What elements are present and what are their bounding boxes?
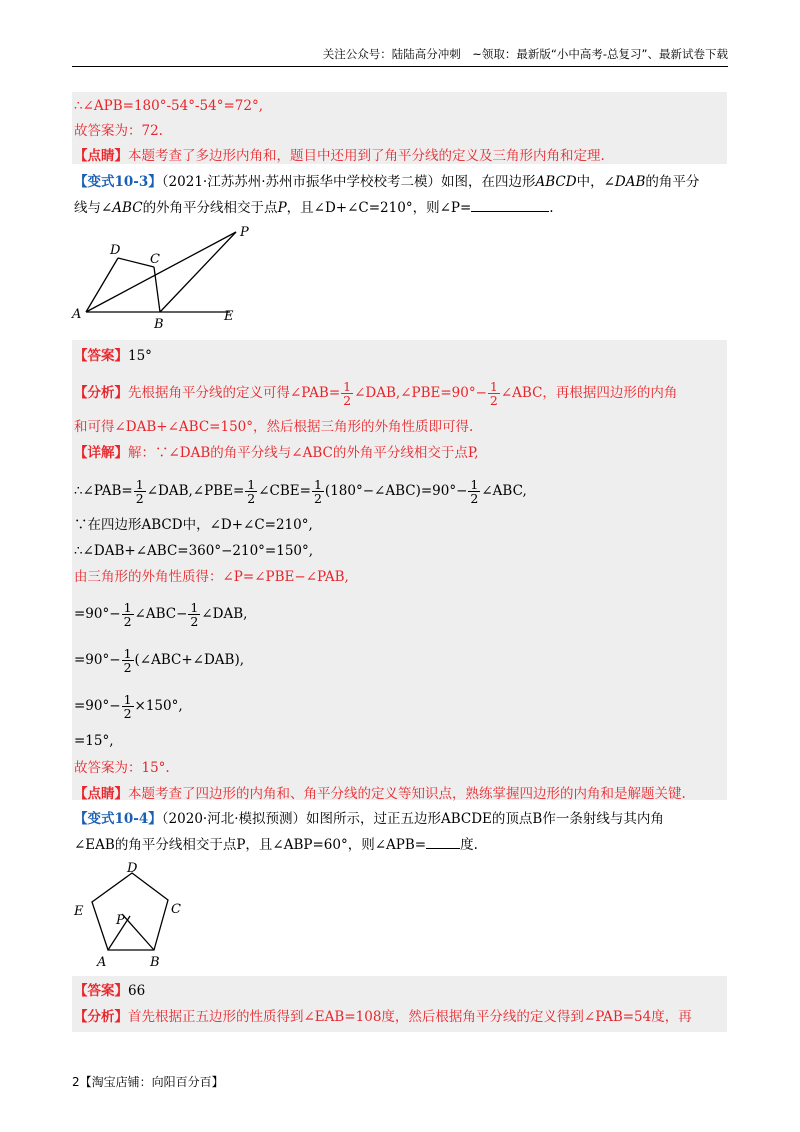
detail-text: ∠CBE= bbox=[258, 483, 311, 499]
analysis-text: ∠DAB,∠PBE=90°− bbox=[354, 385, 487, 401]
fraction-half: $\frac{1}{2}$ bbox=[489, 379, 498, 408]
detail-text: ∠ABC− bbox=[134, 606, 188, 622]
header-rule bbox=[72, 66, 728, 67]
question-text: ∠EAB的角平分线相交于点P，且∠ABP=60°，则∠APB= bbox=[74, 837, 427, 853]
answer-line bbox=[74, 347, 152, 365]
question-line bbox=[74, 810, 664, 828]
math-abcd: ABCD bbox=[535, 174, 577, 190]
label-c: C bbox=[150, 252, 160, 267]
question-line bbox=[74, 173, 699, 191]
question-text: 度. bbox=[460, 837, 478, 853]
detail-text: ∠ABC, bbox=[481, 483, 527, 499]
label-b: B bbox=[154, 317, 164, 332]
question-text: （2020·河北·模拟预测）如图所示，过正五边形ABCDE的顶点B作一条射线与其内角 bbox=[161, 811, 664, 827]
footer-text: 【淘宝店铺：向阳百分百】 bbox=[79, 1075, 224, 1089]
answer-tag: 【答案】 bbox=[74, 983, 128, 999]
detail-text: ∠DAB, bbox=[201, 606, 248, 622]
pentagon-figure bbox=[70, 860, 190, 970]
fraction-half: $\frac{1}{2}$ bbox=[123, 692, 132, 721]
detail-text: ∴∠PAB= bbox=[74, 483, 133, 499]
fraction-half: $\frac{1}{2}$ bbox=[313, 477, 322, 506]
question-text: 中， bbox=[576, 174, 604, 190]
label-e: E bbox=[74, 904, 84, 919]
analysis-text: 先根据角平分线的定义可得∠PAB= bbox=[128, 385, 341, 401]
detail-line: ∵在四边形ABCD中，∠D+∠C=210°, bbox=[74, 517, 313, 533]
analysis-text: 首先根据正五边形的性质得到∠EAB=108度，然后根据角平分线的定义得到∠PAB=54度，再 bbox=[128, 1009, 692, 1025]
remark-text: 本题考查了四边形的内角和、角平分线的定义等知识点，熟练掌握四边形的内角和是解题关键. bbox=[128, 786, 686, 802]
detail-text: =90°− bbox=[74, 606, 121, 622]
detail-line bbox=[74, 444, 479, 462]
fraction-half: $\frac{1}{2}$ bbox=[190, 600, 199, 629]
detail-line bbox=[74, 647, 244, 674]
detail-text: ×150°, bbox=[134, 698, 183, 714]
label-a: A bbox=[72, 307, 82, 322]
question-text: （2021·江苏苏州·苏州市振华中学校校考二模）如图，在四边形 bbox=[161, 174, 536, 190]
label-e: E bbox=[224, 309, 234, 324]
question-tag: 【变式10-4】 bbox=[74, 811, 162, 827]
answer-blank bbox=[426, 836, 460, 849]
question-text: 的外角平分线相交于点 bbox=[142, 200, 278, 216]
remark-line bbox=[74, 785, 686, 803]
answer-value: 66 bbox=[128, 983, 146, 999]
label-d: D bbox=[110, 243, 121, 258]
page-footer bbox=[72, 1073, 224, 1090]
question-text: 的角平分 bbox=[645, 174, 700, 190]
solution-line: 故答案为：72. bbox=[74, 123, 163, 139]
question-text: . bbox=[549, 200, 554, 216]
question-tag: 【变式10-3】 bbox=[74, 174, 162, 190]
label-p: P bbox=[240, 225, 249, 240]
fraction-half: $\frac{1}{2}$ bbox=[135, 477, 144, 506]
answer-blank bbox=[471, 199, 549, 212]
detail-text: ∠DAB,∠PBE= bbox=[146, 483, 245, 499]
fraction-half: $\frac{1}{2}$ bbox=[123, 646, 132, 675]
label-a: A bbox=[97, 955, 107, 970]
fraction-half: $\frac{1}{2}$ bbox=[343, 379, 352, 408]
label-p: P bbox=[116, 913, 125, 928]
analysis-tag: 【分析】 bbox=[74, 1009, 128, 1025]
remark-text: 本题考查了多边形内角和，题目中还用到了角平分线的定义及三角形内角和定理. bbox=[128, 148, 605, 164]
detail-line: 由三角形的外角性质得：∠P=∠PBE−∠PAB, bbox=[74, 569, 349, 585]
detail-line bbox=[74, 601, 247, 628]
answer-line bbox=[74, 982, 145, 1000]
answer-tag: 【答案】 bbox=[74, 348, 128, 364]
analysis-line bbox=[74, 1008, 692, 1026]
question-text: 线与 bbox=[74, 200, 101, 216]
detail-line bbox=[74, 693, 183, 720]
remark-line bbox=[74, 147, 605, 165]
math-p: P bbox=[277, 200, 287, 216]
question-line bbox=[74, 199, 554, 217]
analysis-text: ∠ABC，再根据四边形的内角 bbox=[500, 385, 678, 401]
fraction-half: $\frac{1}{2}$ bbox=[123, 600, 132, 629]
detail-text: (∠ABC+∠DAB), bbox=[134, 652, 245, 668]
detail-text: =90°− bbox=[74, 652, 121, 668]
detail-tag: 【详解】 bbox=[74, 445, 128, 461]
analysis-line: 和可得∠DAB+∠ABC=150°，然后根据三角形的外角性质即可得. bbox=[74, 419, 474, 435]
label-d: D bbox=[127, 861, 138, 876]
fraction-half: $\frac{1}{2}$ bbox=[247, 477, 256, 506]
detail-text: 解：∵∠DAB的角平分线与∠ABC的外角平分线相交于点P, bbox=[128, 445, 479, 461]
answer-value: 15° bbox=[128, 348, 152, 364]
math-dab: ∠DAB bbox=[603, 174, 646, 190]
analysis-line bbox=[74, 380, 677, 407]
detail-line: =15°, bbox=[74, 733, 114, 749]
solution-line: ∴∠APB=180°-54°-54°=72°, bbox=[74, 98, 263, 114]
math-abc: ∠ABC bbox=[101, 200, 143, 216]
detail-text: (180°−∠ABC)=90°− bbox=[324, 483, 468, 499]
page-number: 2 bbox=[72, 1075, 80, 1089]
question-line bbox=[74, 836, 478, 854]
question-text: ，且∠D+∠C=210°，则∠P= bbox=[286, 200, 472, 216]
label-c: C bbox=[171, 902, 181, 917]
remark-tag: 【点睛】 bbox=[74, 786, 128, 802]
detail-line bbox=[74, 478, 527, 505]
page-header: 关注公众号：陆陆高分冲刺 ~领取：最新版“小中高考-总复习”、最新试卷下载 bbox=[322, 47, 728, 61]
detail-line: ∴∠DAB+∠ABC=360°−210°=150°, bbox=[74, 543, 314, 559]
remark-tag: 【点睛】 bbox=[74, 148, 128, 164]
detail-line: 故答案为：15°. bbox=[74, 760, 170, 776]
detail-text: =90°− bbox=[74, 698, 121, 714]
fraction-half: $\frac{1}{2}$ bbox=[470, 477, 479, 506]
analysis-tag: 【分析】 bbox=[74, 385, 128, 401]
label-b: B bbox=[150, 955, 160, 970]
quadrilateral-figure bbox=[68, 220, 268, 332]
